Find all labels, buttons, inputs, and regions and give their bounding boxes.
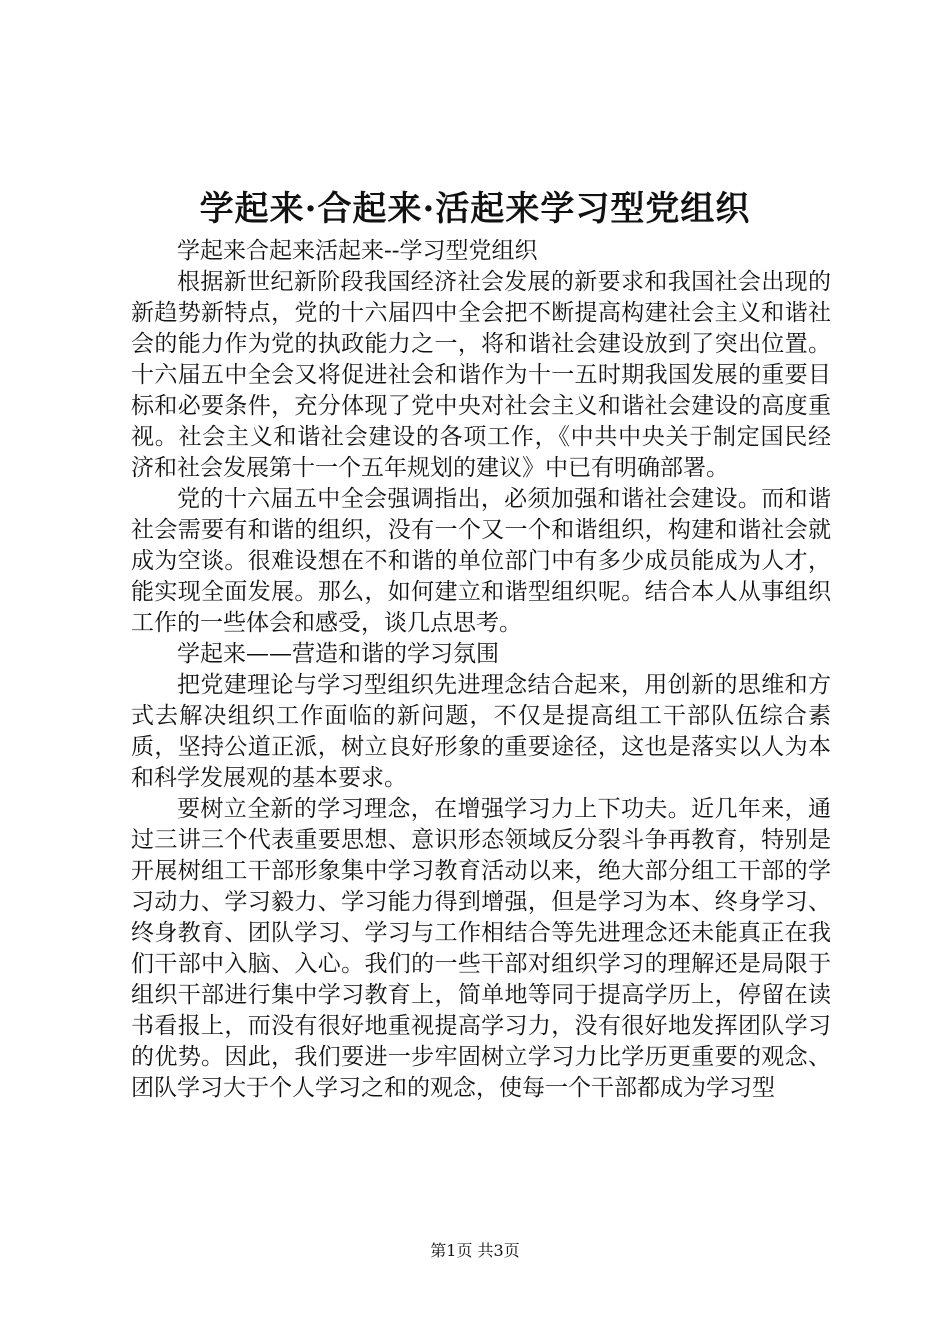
subtitle-paragraph: 学起来合起来活起来--学习型党组织 <box>177 238 538 264</box>
body-paragraph: 把党建理论与学习型组织先进理念结合起来，用创新的思维和方式去解决组织工作面临的新问题，不仅是提高组工干部队伍综合素质，坚持公道正派，树立良好形象的重要途径，这也是落实以人为本和科学发展观的基本要求。 <box>131 672 831 791</box>
page-footer: 第1页 共3页 <box>430 1241 520 1260</box>
body-paragraph: 党的十六届五中全会强调指出，必须加强和谐社会建设。而和谐社会需要有和谐的组织，没有一个又一个和谐组织，构建和谐社会就成为空谈。很难设想在不和谐的单位部门中有多少成员能成为人才，能实现全面发展。那么，如何建立和谐型组织呢。结合本人从事组织工作的一些体会和感受，谈几点思考。 <box>131 486 831 636</box>
body-paragraph: 根据新世纪新阶段我国经济社会发展的新要求和我国社会出现的新趋势新特点，党的十六届四中全会把不断提高构建社会主义和谐社会的能力作为党的执政能力之一，将和谐社会建设放到了突出位置。十六届五中全会又将促进社会和谐作为十一五时期我国发展的重要目标和必要条件，充分体现了党中央对社会主义和谐社会建设的高度重视。社会主义和谐社会建设的各项工作，《中共中央关于制定国民经济和社会发展第十一个五年规划的建议》中已有明确部署。 <box>131 269 831 481</box>
body-paragraph: 要树立全新的学习理念，在增强学习力上下功夫。近几年来，通过三讲三个代表重要思想、意识形态领域反分裂斗争再教育，特别是开展树组工干部形象集中学习教育活动以来，绝大部分组工干部的学习动力、学习毅力、学习能力得到增强，但是学习为本、终身学习、终身教育、团队学习、学习与工作相结合等先进理念还未能真正在我们干部中入脑、入心。我们的一些干部对组织学习的理解还是局限于组织干部进行集中学习教育上，简单地等同于提高学历上，停留在读书看报上，而没有很好地重视提高学习力，没有很好地发挥团队学习的优势。因此，我们要进一步牢固树立学习力比学历更重要的观念、团队学习大于个人学习之和的观念，使每一个干部都成为学习型 <box>131 796 831 1101</box>
document-body <box>131 236 831 1104</box>
document-title: 学起来·合起来·活起来学习型党组织 <box>199 189 751 229</box>
section-heading: 学起来——营造和谐的学习氛围 <box>177 641 499 667</box>
